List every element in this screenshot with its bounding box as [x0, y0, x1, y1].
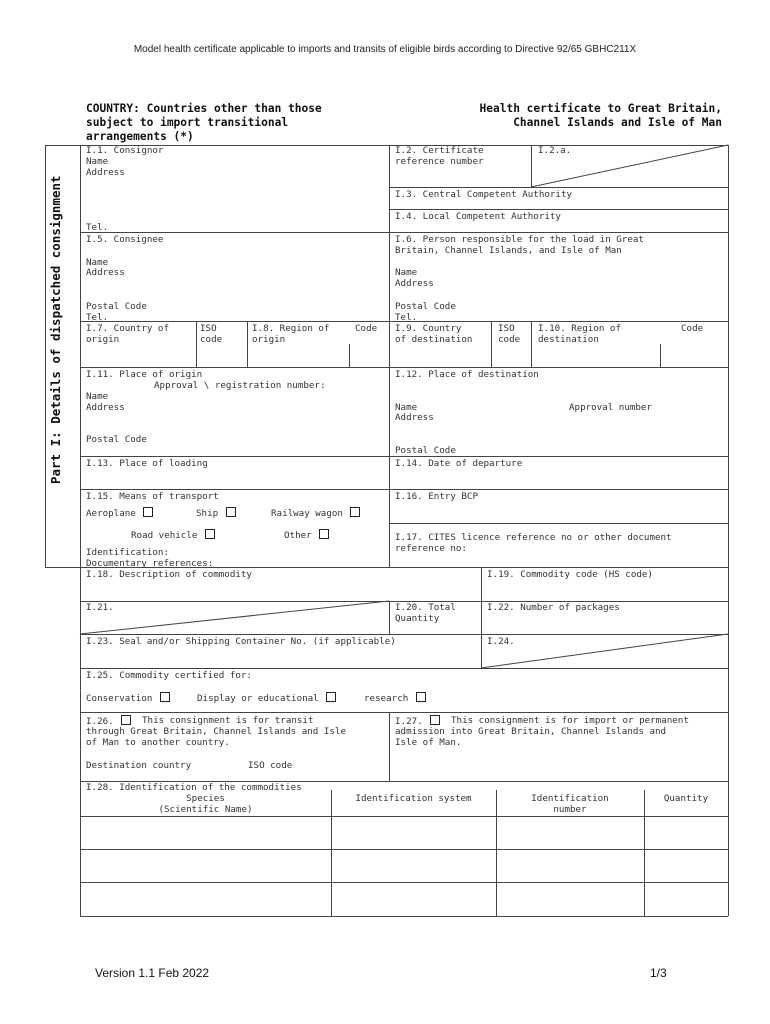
other-checkbox[interactable]	[319, 529, 329, 539]
ship-checkbox[interactable]	[226, 507, 236, 517]
aeroplane-checkbox[interactable]	[143, 507, 153, 517]
transport-ship[interactable]	[196, 507, 238, 519]
transit-text-line: This consignment is for transit	[142, 715, 314, 726]
purpose-conservation[interactable]	[86, 692, 172, 704]
footer-version: Version 1.1 Feb 2022	[95, 966, 210, 980]
region-origin-label: I.8. Region of origin	[252, 323, 330, 345]
transport-aeroplane[interactable]	[86, 507, 155, 519]
i21-label: I.21.	[86, 602, 114, 613]
road-label: Road vehicle	[131, 530, 198, 541]
transport-road[interactable]	[131, 529, 217, 541]
certificate-title: Health certificate to Great Britain, Channel Islands and Isle of Man	[479, 102, 722, 129]
i26-label: I.26.	[86, 716, 114, 727]
table-header-species: Species (Scientific Name)	[158, 793, 253, 815]
conservation-label: Conservation	[86, 693, 153, 704]
consignor-name-label: Name	[86, 156, 109, 167]
region-destination-code-label: Code	[681, 323, 704, 334]
person-address-label: Address	[395, 278, 434, 289]
person-name-label: Name	[395, 267, 418, 278]
table-header-id-number: Identification number	[531, 793, 609, 815]
number-packages-label: I.22. Number of packages	[487, 602, 620, 613]
consignor-label: I.1. Consignor	[86, 145, 164, 156]
place-loading-label: I.13. Place of loading	[86, 458, 208, 469]
consignee-name-label: Name	[86, 257, 109, 268]
origin-postal-label: Postal Code	[86, 434, 147, 445]
research-checkbox[interactable]	[416, 692, 426, 702]
part-one-side-label: Part I: Details of dispatched consignment	[48, 175, 63, 485]
central-authority-label: I.3. Central Competent Authority	[395, 189, 573, 200]
commodity-code-label: I.19. Commodity code (HS code)	[487, 569, 653, 580]
transit-text	[86, 715, 136, 726]
research-label: research	[364, 693, 409, 704]
identification-label: Identification:	[86, 547, 169, 558]
t27-continuation-line: admission into Great Britain, Channel Islands and	[395, 726, 667, 737]
display-checkbox[interactable]	[326, 692, 336, 702]
table-header-id-system: Identification system	[355, 793, 472, 804]
i27-label: I.27.	[395, 716, 423, 727]
footer-page-number: 1/3	[650, 966, 667, 980]
railway-checkbox[interactable]	[350, 507, 360, 517]
import-checkbox[interactable]	[430, 715, 440, 725]
destination-iso-label: ISO code	[498, 323, 521, 345]
railway-label: Railway wagon	[271, 508, 343, 519]
transport-other[interactable]	[284, 529, 331, 541]
region-origin-code-label: Code	[355, 323, 378, 334]
person-tel-label: Tel.	[395, 312, 418, 323]
transport-railway[interactable]	[271, 507, 362, 519]
table-header-quantity: Quantity	[663, 793, 709, 804]
total-quantity-label: I.20. Total Quantity	[395, 602, 456, 624]
region-destination-label: I.10. Region of destination	[538, 323, 621, 345]
means-transport-label: I.15. Means of transport	[86, 491, 219, 502]
identification-commodities-label: I.28. Identification of the commodities	[86, 782, 302, 793]
documentary-references-label: Documentary references:	[86, 558, 214, 569]
aeroplane-label: Aeroplane	[86, 508, 136, 519]
destination-country-label: Destination country	[86, 760, 192, 771]
display-label: Display or educational	[197, 693, 319, 704]
purpose-display[interactable]	[197, 692, 338, 704]
destination-postal-label: Postal Code	[395, 445, 456, 456]
origin-name-label: Name	[86, 391, 109, 402]
seal-container-label: I.23. Seal and/or Shipping Container No. (if applicable)	[86, 636, 396, 647]
destination-name-label: Name	[395, 402, 418, 413]
conservation-checkbox[interactable]	[160, 692, 170, 702]
t26-continuation-line: through Great Britain, Channel Islands and Isle	[86, 726, 346, 737]
country-block: COUNTRY: Countries other than those subject to import transitional arrangements (*)	[86, 102, 322, 143]
country-origin-label: I.7. Country of origin	[86, 323, 169, 345]
road-checkbox[interactable]	[205, 529, 215, 539]
origin-address-label: Address	[86, 402, 125, 413]
consignor-tel-label: Tel.	[86, 222, 109, 233]
consignee-address-label: Address	[86, 267, 125, 278]
person-responsible-label: I.6. Person responsible for the load in Great Britain, Channel Islands, and Isle of Man	[395, 234, 644, 256]
consignor-address-label: Address	[86, 167, 125, 178]
origin-iso-label: ISO code	[200, 323, 223, 345]
destination-iso-code-label: ISO code	[248, 760, 293, 771]
approval-registration-label: Approval \ registration number:	[154, 380, 326, 391]
place-destination-label: I.12. Place of destination	[395, 369, 539, 380]
other-label: Other	[284, 530, 312, 541]
place-origin-label: I.11. Place of origin	[86, 369, 203, 380]
consignee-postal-label: Postal Code	[86, 301, 147, 312]
entry-bcp-label: I.16. Entry BCP	[395, 491, 478, 502]
person-postal-label: Postal Code	[395, 301, 456, 312]
commodity-certified-label: I.25. Commodity certified for:	[86, 670, 252, 681]
date-departure-label: I.14. Date of departure	[395, 458, 523, 469]
i24-label: I.24.	[487, 636, 515, 647]
t27-continuation-line: Isle of Man.	[395, 737, 462, 748]
i2a-label: I.2.a.	[538, 145, 572, 156]
ship-label: Ship	[196, 508, 219, 519]
description-commodity-label: I.18. Description of commodity	[86, 569, 252, 580]
cites-licence-label: I.17. CITES licence reference no or other document reference no:	[395, 532, 672, 554]
destination-address-label: Address	[395, 412, 434, 423]
consignee-label: I.5. Consignee	[86, 234, 164, 245]
country-destination-label: I.9. Country of destination	[395, 323, 473, 345]
purpose-research[interactable]	[364, 692, 428, 704]
consignee-tel-label: Tel.	[86, 312, 109, 323]
import-text-line: This consignment is for import or permanent	[451, 715, 689, 726]
document-header: Model health certificate applicable to imports and transits of eligible birds according to Directive 92/65 GBHC211X	[133, 44, 637, 55]
destination-approval-label: Approval number	[569, 402, 652, 413]
t26-continuation-line: of Man to another country.	[86, 737, 230, 748]
local-authority-label: I.4. Local Competent Authority	[395, 211, 561, 222]
certificate-reference-label: I.2. Certificate reference number	[395, 145, 484, 167]
